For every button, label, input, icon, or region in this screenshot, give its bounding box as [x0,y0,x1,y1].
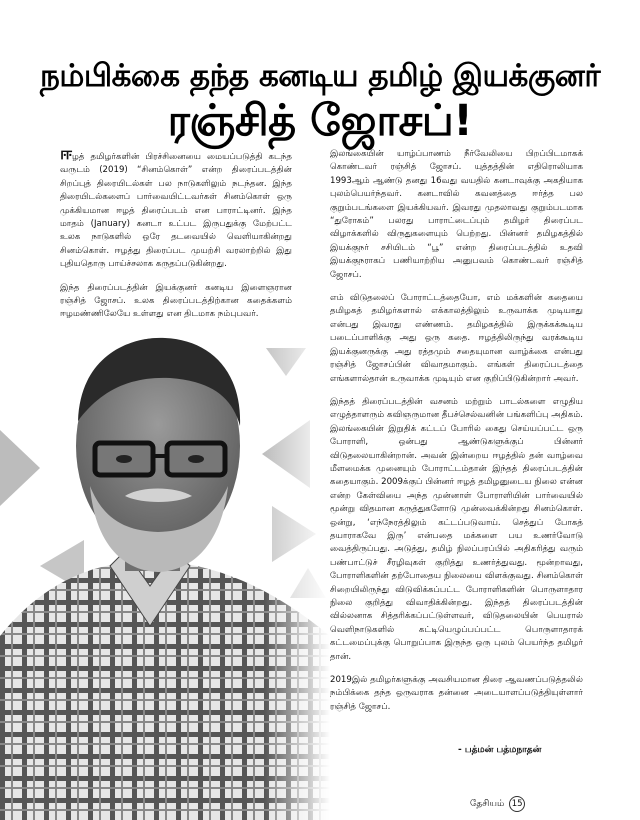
page-footer [470,796,525,812]
left-column [60,144,292,332]
right-paragraph-2: எம் விடுதலைப் போராட்டத்தையோ, எம் மக்களின் கதையை தமிழகத் தமிழர்களால் எக்காலத்திலும் உருவாக்க முடியாது என்பது இவரது எண்ணம். தமிழகத்தில் இருக்கக்கூடிய படைப்பாளிக்கு அது ஒரு கதை. ஈழத்திலிருந்து வரக்கூடிய இயக்குனருக்கு அது ரத்தமும் சதையுமான வாழ்க்கை என்பது ரஞ்சித் ஜோசப்பின் விவாதமாகும். எங்கள் திரைப்படத்தை எங்களால்தான் உருவாக்க முடியும் என குறிப்பிடுகின்றார் அவர். [330,293,583,384]
left-paragraph-1-text: ழத் தமிழர்களின் பிரச்சினையை மையப்படுத்தி கடந்த வருடம் (2019) “சினம்கொள்” என்ற திரைப்படத்தின் சிறப்புத் திரையிடல்கள் பல நாடுகளிலும் நடந்தன. இந்த திரையிடல்களைப் பார்வையிட்டவர்கள் சினம்கொள் ஒரு முக்கியமான ஈழத் திரைப்படம் என பாராட்டினர். இந்த மாதம் (January) கனடா உட்பட இருபதுக்கு மேற்பட்ட உலக நாடுகளில் ஒரே தடவையில் வெளியாகின்றது சினம்கொள். ஈழத்து திரைப்பட முயற்சி வரலாற்றில் இது புதியதொரு பாய்ச்சலாக கருதப்படுகின்றது. [60,152,292,270]
left-paragraph-1 [60,144,292,272]
left-paragraph-2: இந்த திரைப்படத்தின் இயக்குனர் கனடிய இளைஞரான ரஞ்சித் ஜோசப். உலக திரைப்படத்திற்கான கதைக்களம் ஈழமண்ணிலேயே உள்ளது என திடமாக நம்புபவர். [60,282,292,320]
page-number: 15 [509,796,525,812]
magazine-name: தேசியம் [470,799,505,809]
drop-cap: ஈ [60,144,72,164]
right-paragraph-4: 2019இல் தமிழர்களுக்கு அவசியமான திரை ஆவணப்படுத்தலில் நம்பிக்கை தந்த ஒருவராக தன்னை அடையாளப்படுத்தியுள்ளார் ரஞ்சித் ஜோசப். [330,675,583,712]
right-paragraph-1: இலங்கையின் யாழ்ப்பாணம் நீர்வேலியை பிறப்பிடமாகக் கொண்டவர் ரஞ்சித் ஜோசப். யுத்தத்தின் எதிரொலியாக 1993ஆம் ஆண்டு தனது 16வது வயதில் கனடாவுக்கு அகதியாக புலம்பெயர்ந்தவர். கனடாவில் கவனத்தை ஈர்த்த பல குறும்படங்களை இயக்கியவர். இவரது முதலாவது குறும்படமாக “துரோகம்” பலரது பாராட்டைப்பும் தமிழர் திரைப்பட விழாக்களில் விருதுகளையும் பெற்றது. பின்னர் தமிழகத்தில் இயக்குநர் சசியிடம் “பூ” என்ற திரைப்படத்தில் உதவி இயக்குநராகப் பணியாற்றிய அனுபவம் கொண்டவர் ரஞ்சித் ஜோசப். [330,149,583,280]
headline-line-2: ரஞ்சித் ஜோசப்! [167,96,473,146]
portrait-illustration [0,336,330,820]
right-paragraph-3: இந்தத் திரைப்படத்தின் வசனம் மற்றும் பாடல்களை எழுதிய எழுத்தாளரும் கவிஞருமான தீபச்செல்வனின் பங்களிப்பு அதிகம். இலங்கையின் இறுதிக் கட்டப் போரில் கைது செய்யப்பட்ட ஒரு போராளி, ஒன்பது ஆண்டுகளுக்குப் பின்னர் விடுதலையாகின்றான். அவன் இன்றைய ஈழத்தில் தன் வாழ்வை மீளமைக்க முனையும் போராட்டம்தான் இந்தத் திரைப்படத்தின் கதையாகும். 2009க்குப் பின்னர் ஈழத் தமிழனுடைய நிலை என்ன என்ற கேள்வியை அந்த முன்னாள் போராளியின் பார்வையில் மூன்று விதமான கருத்துகளோடு முன்வைக்கின்றது சினம்கொள். ஒன்று, ‘எந்நேரத்திலும் கட்டப்படுவாய். செத்துப் போகத் தயாராகவே இரு’ என்பதை மக்களை பய உணர்வோடு வைத்திருப்பது. அடுத்து, தமிழ் நிலப்பரப்பில் அதிகரித்து வரும் பண்பாட்டுச் சீரழிவுகள் குறித்து உணர்த்துவது. மூன்றாவது, போராளிகளின் தற்போதைய நிலையை விளக்குவது. சினம்கொள் சிறையிலிருந்து விடுவிக்கப்பட்ட போராளிகளின் பொருளாதார நிலை குறித்து விவாதிக்கின்றது. இந்தத் திரைப்படத்தின் வில்லனாக சித்தரிக்கப்பட்டுள்ளவர், விடுதலையின் பெயரால் வெளிநாடுகளில் கட்டியெழுப்பப்பட்ட பொருளாதாரக் கட்டமைப்புக்கு பொறுப்பாக இருந்த ஒரு புலம் பெயர்ந்த தமிழர் தான். [330,396,583,662]
headline-line-1: நம்பிக்கை தந்த கனடிய தமிழ் இயக்குனர் [39,58,601,94]
right-column [330,148,583,724]
portrait-photo [0,336,330,820]
author-byline: - பத்மன் பத்மநாதன் [458,745,542,755]
